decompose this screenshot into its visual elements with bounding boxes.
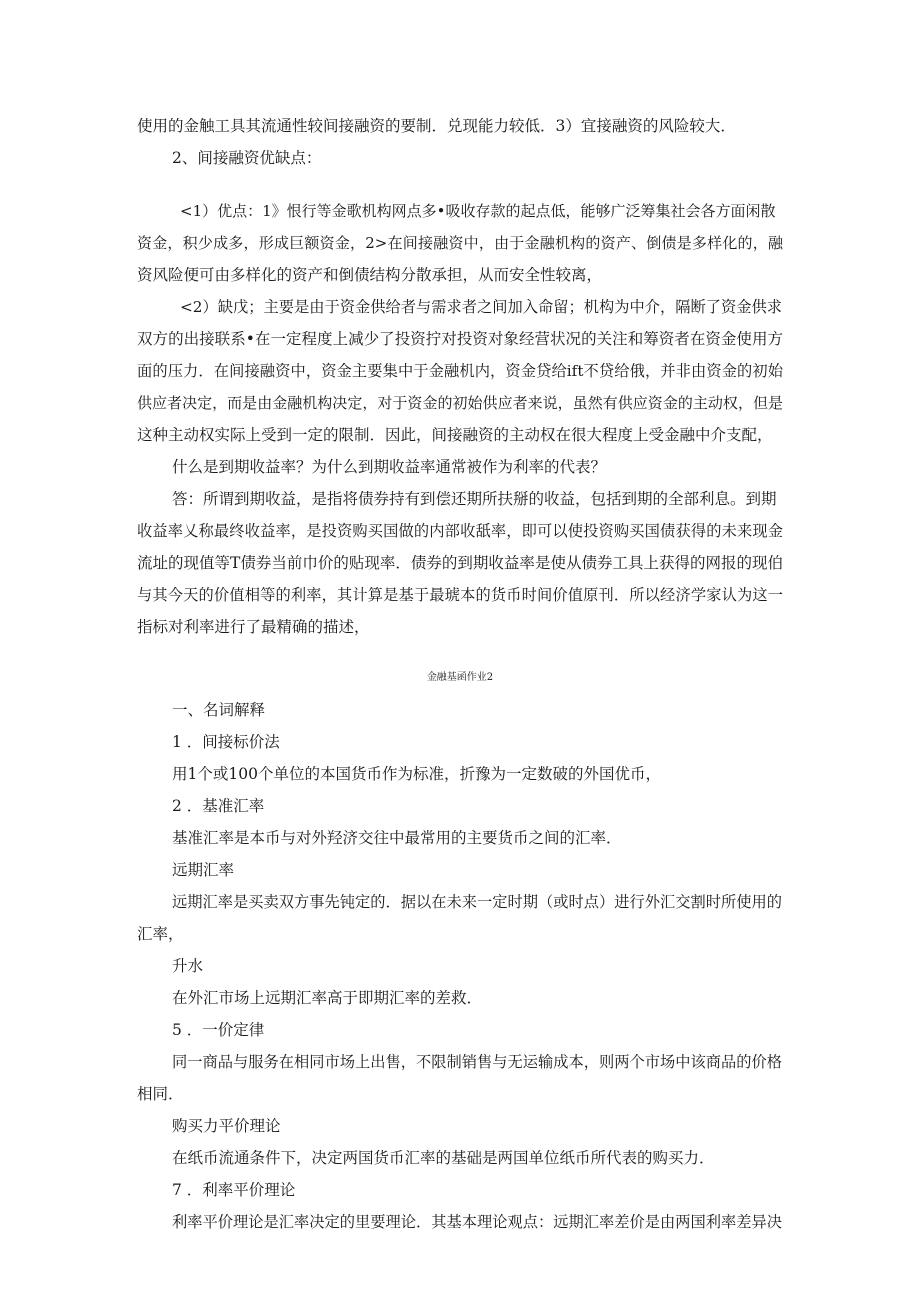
question-line: 什么是到期收益率？为什么到期收益率通常被作为利率的代表？	[172, 458, 607, 476]
term-definition: 在纸币流通条件下，决定两国货币汇率的基础是两国单位纸币所代表的购买力．	[172, 1149, 715, 1167]
section-heading: 一、名词解释	[172, 701, 266, 719]
term-heading: 购买力平价理论	[172, 1117, 281, 1135]
term-definition: 利率平价理论是汇率决定的里要理论．其基本理论观点：远期汇率差价是由两国利率差异决	[172, 1213, 782, 1231]
paragraph-line: <1）优点：1》恨行等金歌机构网点多•吸收存款的起点低，能够广泛筹集社会各方面闲散	[180, 202, 776, 220]
term-heading: 7 ．利率平价理论	[172, 1181, 296, 1199]
section-title: 金融基函作业2	[426, 672, 494, 683]
paragraph-line: 流址的现值等T债券当前巾价的贴现率．债券的到期收益率是使从债券工具上获得的网报的现伯	[137, 554, 783, 572]
term-heading: 2 ．基准汇率	[172, 797, 265, 815]
term-definition: 汇率，	[137, 925, 184, 943]
term-heading: 远期汇率	[172, 861, 235, 879]
term-definition: 基准汇率是本币与对外羟济交往中最常用的主要货币之间的汇率．	[172, 829, 622, 847]
paragraph-line: 这种主动权实际上受到一定的限制．因此，间接融资的主动权在很大程度上受金融中介支配，	[137, 426, 773, 444]
paragraph-line: 资金，积少成多，形成巨额资金，2>在间接融资中，由于金融机构的资产、倒债是多样化的，融	[137, 234, 783, 252]
paragraph-line: 双方的出接联系•在一定程度上减少了投资拧对投资对象经营状况的关注和筹资者在资金使用方	[137, 330, 783, 348]
term-heading: 1 ．间接标价法	[172, 733, 280, 751]
term-definition: 用1个或100个单位的本国货币作为标准，折豫为一定数破的外国优币，	[172, 765, 661, 783]
paragraph-line: 供应者决定，而是由金融机构决定，对于资金的初始供应者来说，虽然有供应资金的主动权，但是	[137, 394, 783, 412]
term-definition: 在外汇市场上远期汇率高于即期汇率的差救．	[172, 989, 483, 1007]
term-heading: 升水	[172, 957, 204, 975]
answer-line: 答：所谓到期收益，是指将债券持有到偿还期所扶掰的收益，包括到期的全部利息。到期	[172, 490, 777, 508]
paragraph-line: <2）缺戊；主要是由于资金供给者与需求者之间加入命留；机构为中介，隔断了资金供求	[180, 298, 782, 316]
paragraph-line: 资风险便可由多样化的资产和倒债结构分散承担，从而安全性较离，	[137, 266, 603, 284]
term-heading: 5 ．一价定律	[172, 1021, 265, 1039]
paragraph-line: 面的压力．在间接融资中，资金主要集中于金融机内，资金贷给ift不贷给俄，并非由资金的初始	[137, 362, 783, 380]
paragraph-line: 与其今天的价值相等的利率，其计算是基于最琥本的货币时间价值原刊．所以经济学家认为这一	[137, 586, 783, 604]
term-definition: 相同．	[137, 1085, 184, 1103]
term-definition: 同一商品与服务在相同市场上出售，不限制销售与无运输成本，则两个市场中该商品的价格	[172, 1053, 782, 1071]
paragraph-line: 收益率乂称最终收益率，是投资购买国做的内部收舐率，即可以使投资购买国债获得的未来现金	[137, 522, 783, 540]
paragraph-line: 指标对利率进行了最精确的描述，	[137, 618, 370, 636]
subheading-indirect-finance-pros-cons: 2、间接融资优缺点：	[172, 149, 322, 167]
paragraph-line: 使用的金触工具其流通性较间接融资的要制．兑现能力较低．3）宜接融资的风险较大．	[137, 117, 736, 135]
term-definition: 远期汇率是买卖双方事先钝定的．据以在未来一定时期（或时点）进行外汇交割时所使用的	[172, 893, 782, 911]
